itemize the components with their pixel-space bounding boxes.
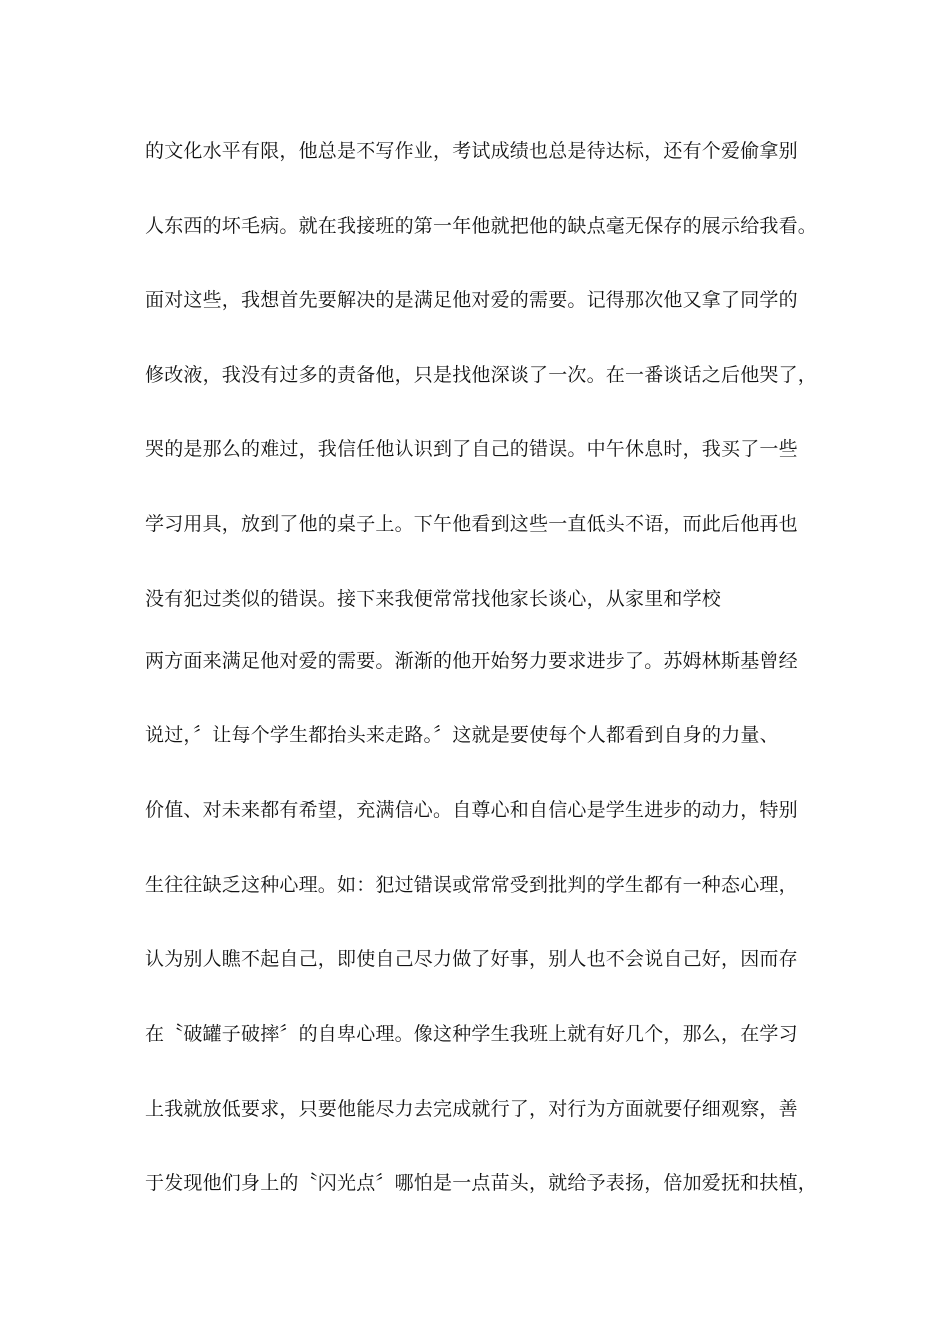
text-line-4: 修改液，我没有过多的责备他，只是找他深谈了一次。在一番谈话之后他哭了， [145,364,818,386]
text-line-14: 上我就放低要求，只要他能尽力去完成就行了，对行为方面就要仔细观察，善 [145,1098,798,1120]
text-line-3: 面对这些，我想首先要解决的是满足他对爱的需要。记得那次他又拿了同学的 [145,289,798,311]
text-line-9: 说过，〞让每个学生都抬头来走路。〞这就是要使每个人都看到自身的力量、 [145,724,779,746]
text-line-6: 学习用具，放到了他的桌子上。下午他看到这些一直低头不语，而此后他再也 [145,513,798,535]
text-line-15: 于发现他们身上的〝闪光点〞哪怕是一点苗头，就给予表扬，倍加爱抚和扶植， [145,1172,818,1194]
text-line-10: 价值、对未来都有希望，充满信心。自尊心和自信心是学生进步的动力，特别 [145,799,798,821]
text-line-5: 哭的是那么的难过，我信任他认识到了自己的错误。中午休息时，我买了一些 [145,438,798,460]
text-line-11: 生往往缺乏这种心理。如：犯过错误或常常受到批判的学生都有一种态心理， [145,874,798,896]
text-line-2: 人东西的坏毛病。就在我接班的第一年他就把他的缺点毫无保存的展示给我看。 [145,215,818,237]
text-line-7: 没有犯过类似的错误。接下来我便常常找他家长谈心，从家里和学校 [145,588,722,610]
text-line-12: 认为别人瞧不起自己，即使自己尽力做了好事，别人也不会说自己好，因而存 [145,948,798,970]
text-line-8: 两方面来满足他对爱的需要。渐渐的他开始努力要求进步了。苏姆林斯基曾经 [145,650,798,672]
text-line-13: 在〝破罐子破摔〞的自卑心理。像这种学生我班上就有好几个，那么，在学习 [145,1023,798,1045]
text-line-1: 的文化水平有限，他总是不写作业，考试成绩也总是待达标，还有个爱偷拿别 [145,140,798,162]
